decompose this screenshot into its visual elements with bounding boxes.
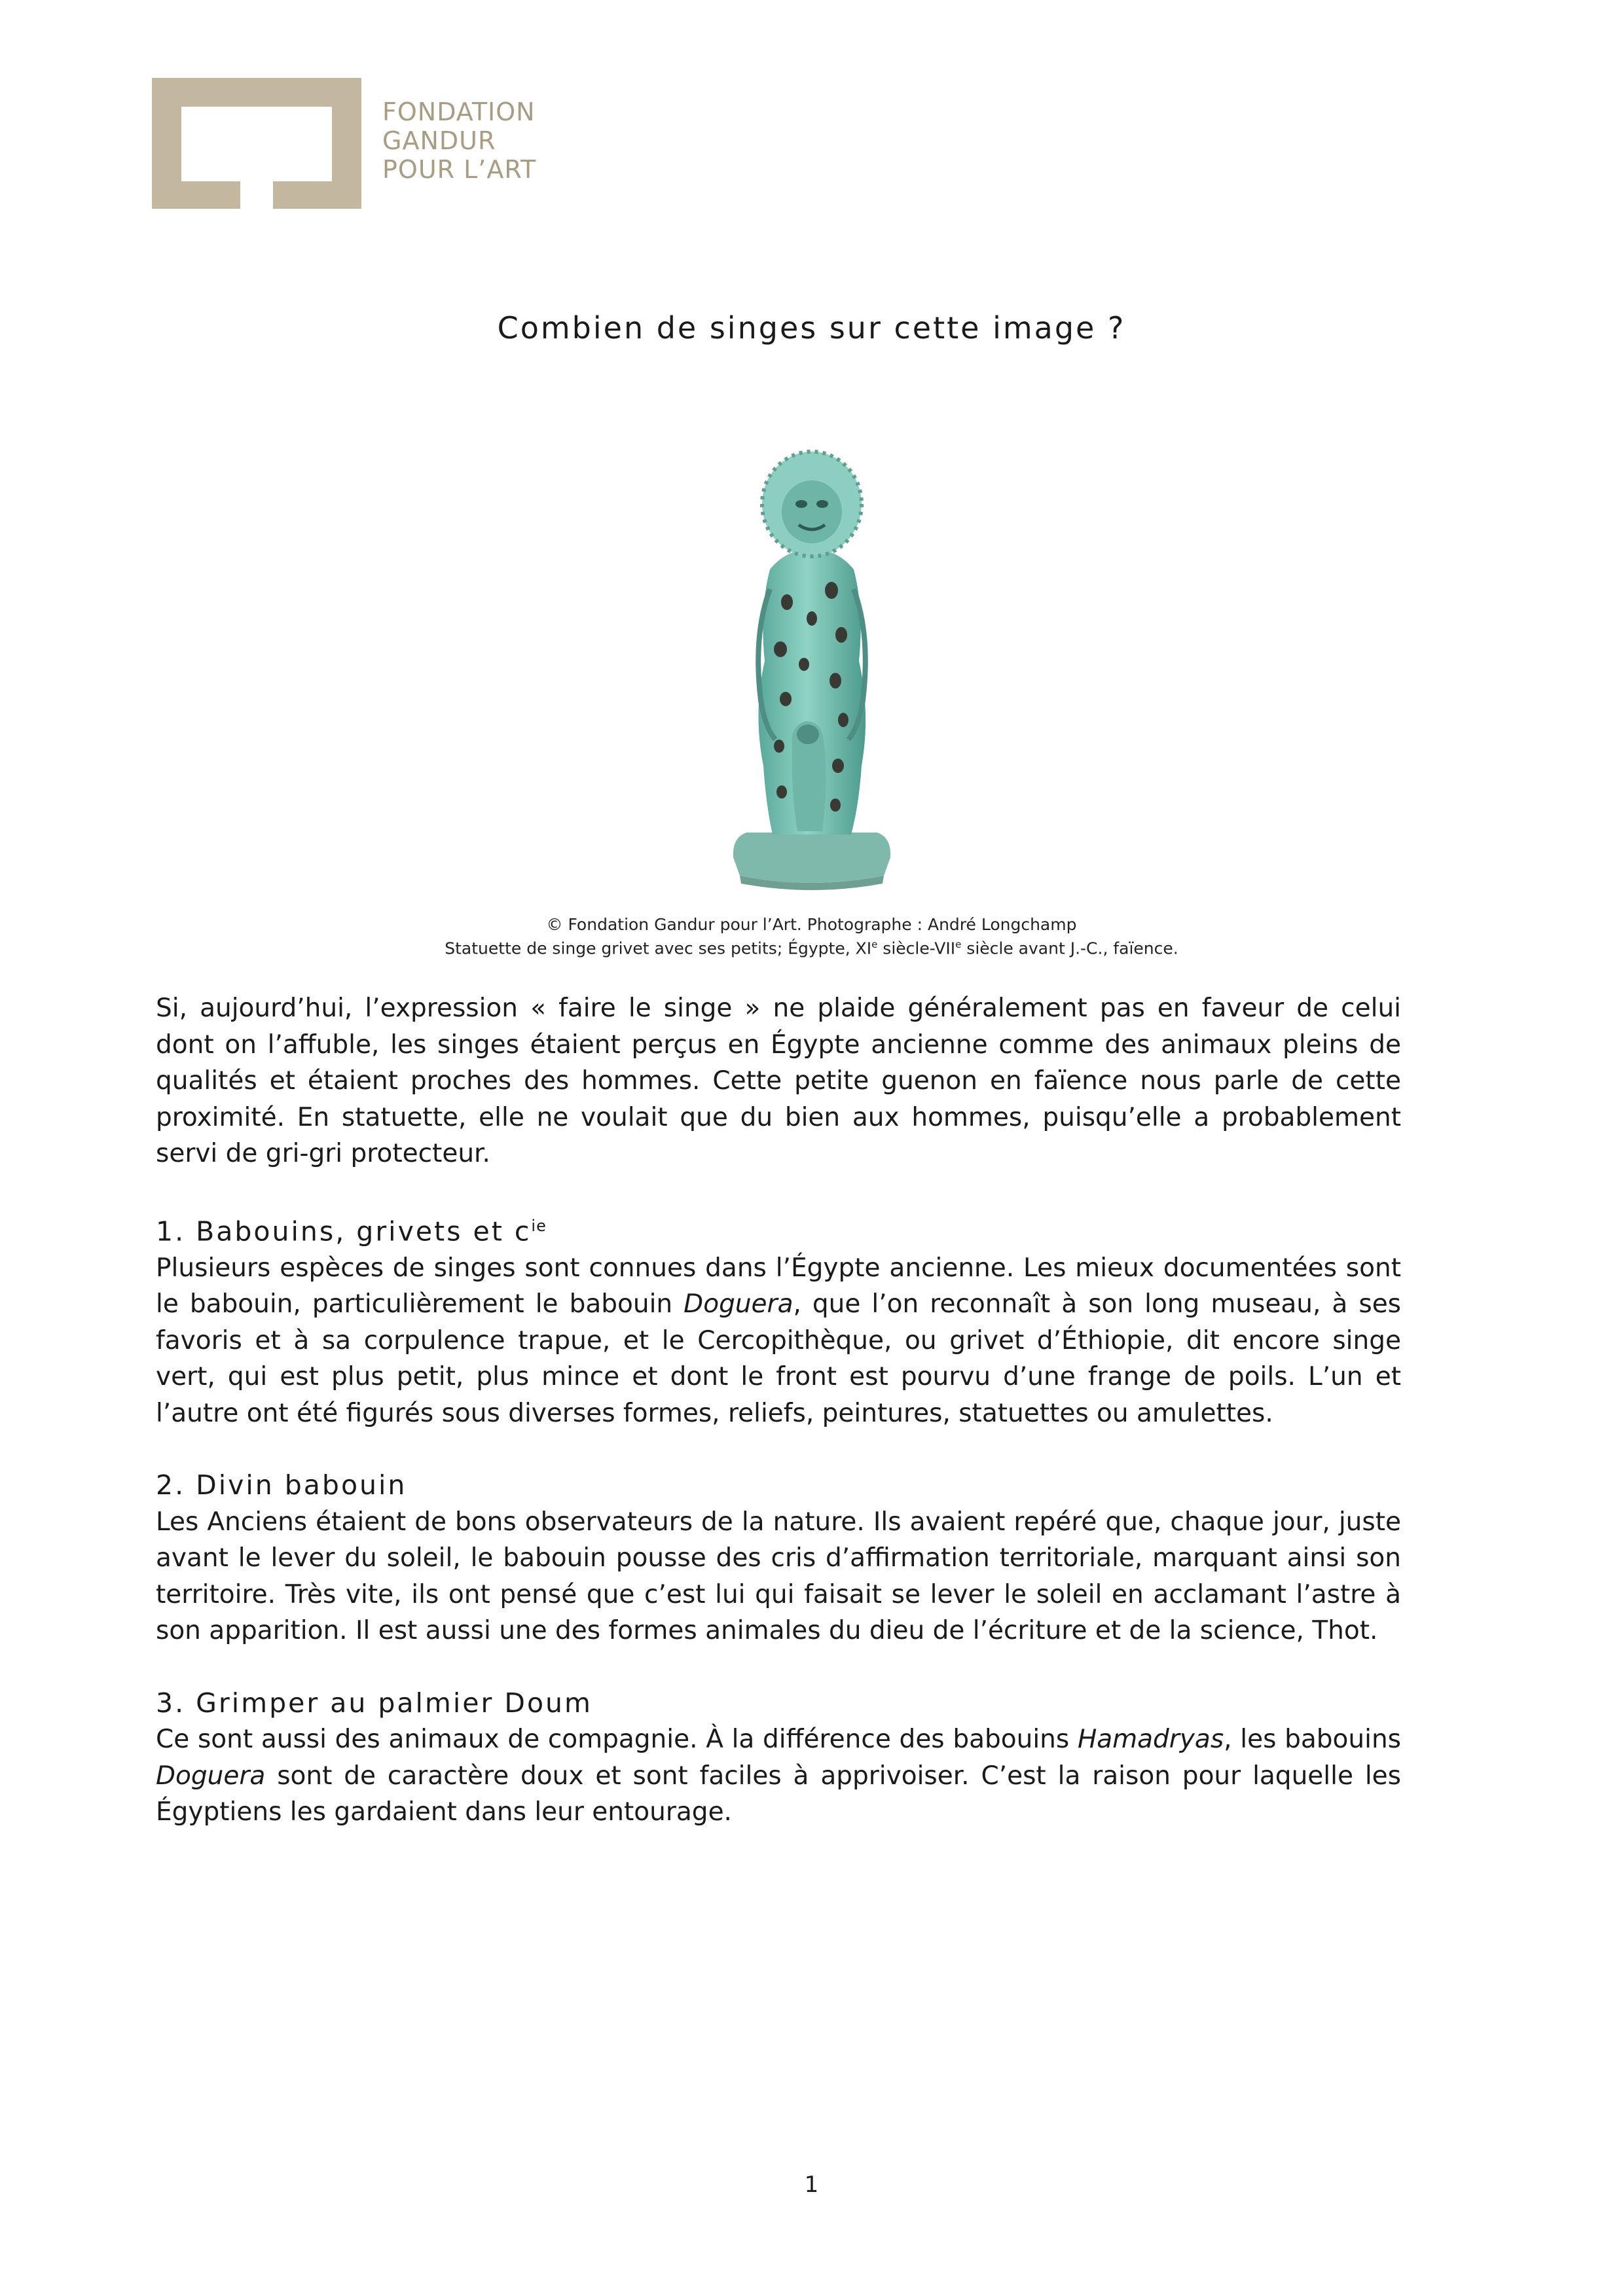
section-1-text-b: , que l’on reconnaît à son long museau, à ses favoris et à sa corpulence trapue, et le Cercopithèque, ou grivet d’Éthiopie, dit encore singe vert, qui est plus petit, plus mince et dont le front est pourvu d’une frange de poils. L’un et l’autre ont été figurés sous diverses formes, reliefs, peintures, statuettes ou amulettes. [156, 1289, 1402, 1428]
section-1-heading-sup: ie [531, 1216, 547, 1235]
logo-line-3: POUR L’ART [382, 155, 537, 184]
figure-caption-part-3: siècle avant J.-C., faïence. [961, 939, 1178, 958]
section-2-heading: 2. Divin babouin [156, 1469, 407, 1501]
figure-caption-part-1: Statuette de singe grivet avec ses petits; Égypte, XI [445, 939, 872, 958]
section-1-text-a: Plusieurs espèces de singes sont connues dans l’Égypte ancienne. Les mieux documentées sont le babouin, particulièrement le babouin [156, 1253, 1401, 1319]
section-3-text-c: sont de caractère doux et sont faciles à apprivoiser. C’est la raison pour laquelle les Égyptiens les gardaient dans leur entourage. [156, 1761, 1401, 1827]
foundation-logo-mark-icon [152, 78, 361, 209]
section-3-heading: 3. Grimper au palmier Doum [156, 1687, 593, 1719]
section-1-species-doguera: Doguera [684, 1289, 793, 1319]
page-title: Combien de singes sur cette image ? [497, 310, 1126, 346]
figure-caption [0, 939, 1623, 958]
logo-line-1: FONDATION [382, 98, 536, 126]
section-3-paragraph [156, 1721, 1401, 1831]
section-3-species-hamadryas: Hamadryas [1077, 1725, 1224, 1755]
intro-paragraph: Si, aujourd’hui, l’expression « faire le singe » ne plaide généralement pas en faveur de celui dont on l’affuble, les singes étaient perçus en Égypte ancienne comme des animaux pleins de qualités et étaient proches des hommes. Cette petite guenon en faïence nous parle de cette proximité. En statuette, elle ne voulait que du bien aux hommes, puisqu’elle a probablement servi de gri-gri protecteur. [156, 994, 1401, 1168]
figure-caption-sup-1: e [871, 939, 878, 950]
logo-wordmark [382, 98, 536, 184]
section-3-species-doguera: Doguera [156, 1761, 266, 1791]
section-1-heading [156, 1208, 1401, 1250]
section-1-heading-text: 1. Babouins, grivets et c [156, 1215, 532, 1247]
logo-line-2: GANDUR [382, 126, 496, 155]
section-3-text-a: Ce sont aussi des animaux de compagnie. À la différence des babouins [156, 1725, 1078, 1755]
section-3-text-b: , les babouins [1224, 1725, 1401, 1755]
foundation-logo [152, 78, 545, 209]
figure-credit: © Fondation Gandur pour l’Art. Photographe : André Longchamp [546, 915, 1077, 934]
section-2-paragraph: Les Anciens étaient de bons observateurs de la nature. Ils avaient repéré que, chaque jour, juste avant le lever du soleil, le babouin pousse des cris d’affirmation territoriale, marquant ainsi son territoire. Très vite, ils ont pensé que c’est lui qui faisait se lever le soleil en acclamant l’astre à son apparition. Il est aussi une des formes animales du dieu de l’écriture et de la science, Thot. [156, 1507, 1401, 1646]
monkey-statuette-image [707, 439, 917, 897]
document-body [156, 990, 1401, 1831]
figure-caption-sup-2: e [955, 939, 962, 950]
section-1-paragraph [156, 1250, 1401, 1432]
figure-caption-part-2: siècle-VII [877, 939, 956, 958]
page-number: 1 [804, 2172, 819, 2198]
